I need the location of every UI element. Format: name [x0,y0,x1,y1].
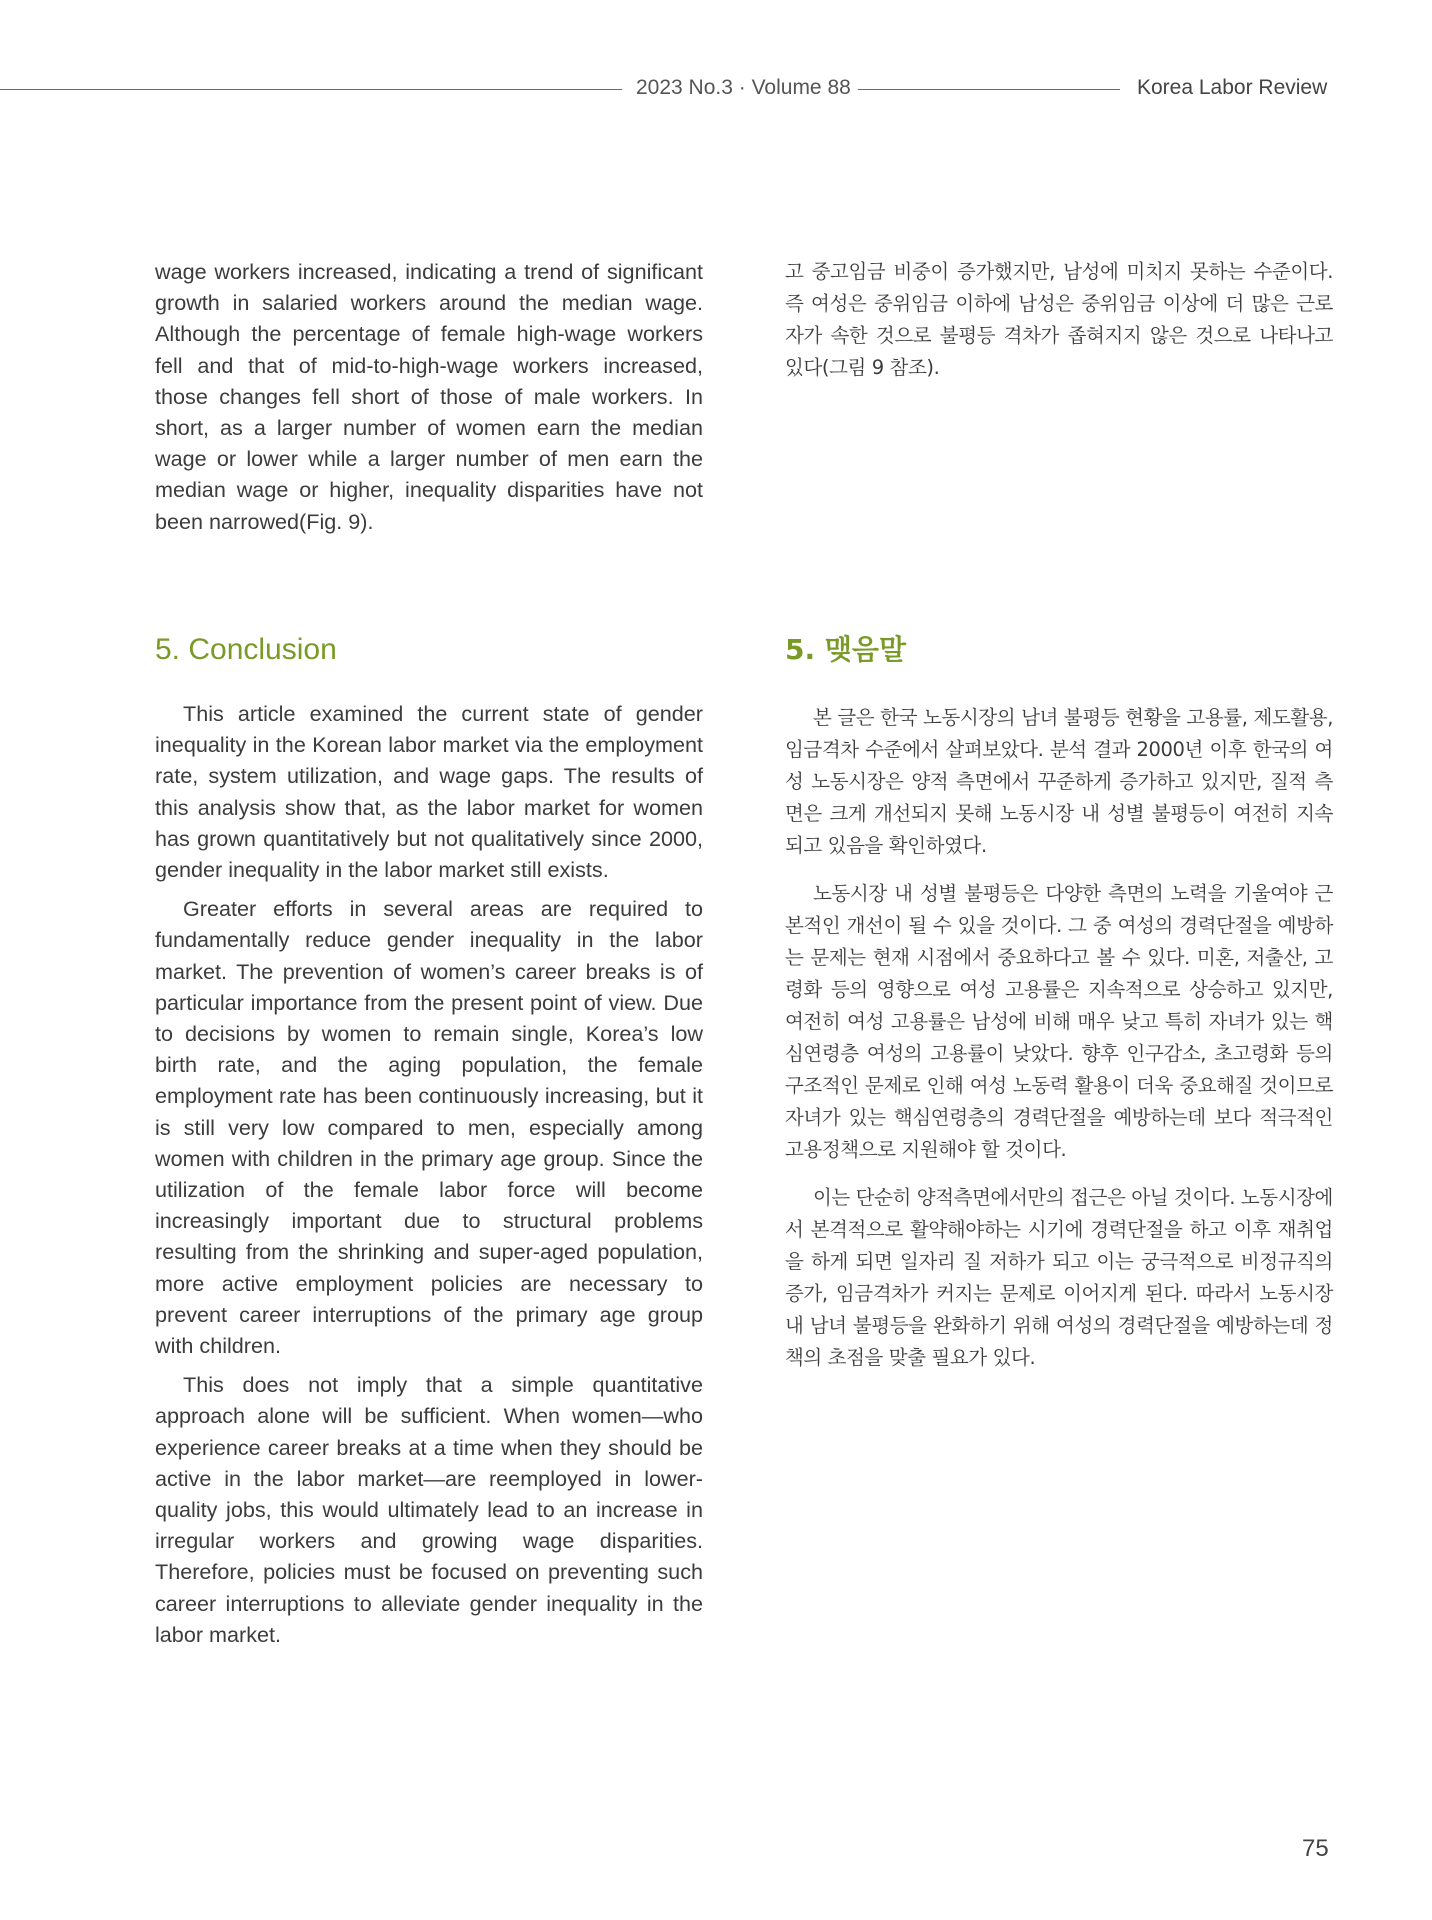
english-intro-paragraph: wage workers increased, indicating a trend of significant growth in salaried workers around the median wage. Although the percentage of female high-wage workers fell and that of mid-to-high-wage workers increased, those changes fell short of those of male workers. In short, as a larger number of women earn the median wage or lower while a larger number of men earn the median wage or higher, inequality disparities have not been narrowed(Fig. 9). [155,259,703,534]
english-paragraph-3: This does not imply that a simple quantitative approach alone will be sufficient. When women—who experience career breaks at a time when they should be active in the labor market—are reemployed in lower-quality jobs, this would ultimately lead to an increase in irregular workers and growing wage disparities. Therefore, policies must be focused on preventing such career interruptions to alleviate gender inequality in the labor market. [155,1372,703,1647]
korean-paragraph-2: 노동시장 내 성별 불평등은 다양한 측면의 노력을 기울여야 근본적인 개선이 될 수 있을 것이다. 그 중 여성의 경력단절을 예방하는 문제는 현재 시점에서 중요하다고 볼 수 있다. 미혼, 저출산, 고령화 등의 영향으로 여성 고용률은 지속적으로 상승하고 있지만, 여전히 여성 고용률은 남성에 비해 매우 낮고 특히 자녀가 있는 핵심연령층 여성의 고용률이 낮았다. 향후 인구감소, 초고령화 등의 구조적인 문제로 인해 여성 노동력 활용이 더욱 중요해질 것이므로 자녀가 있는 핵심연령층의 경력단절을 예방하는데 보다 적극적인 고용정책으로 지원해야 할 것이다. [785,882,1333,1161]
english-intro-block [155,256,703,537]
journal-title: Korea Labor Review [1137,76,1328,99]
korean-intro-paragraph: 고 중고임금 비중이 증가했지만, 남성에 미치지 못하는 수준이다. 즉 여성은 중위임금 이하에 남성은 중위임금 이상에 더 많은 근로자가 속한 것으로 불평등 격차가 좁혀지지 않은 것으로 나타나고 있다(그림 9 참조). [785,260,1333,379]
korean-intro-block [785,256,1333,384]
korean-conclusion-body [785,702,1333,1374]
korean-section-heading: 5. 맺음말 [785,633,907,666]
english-paragraph-2: Greater efforts in several areas are required to fundamentally reduce gender inequality in the labor market. The prevention of women’s career breaks is of particular importance from the present point of view. Due to decisions by women to remain single, Korea’s low birth rate, and the aging population, the female employment rate has been continuously increasing, but it is still very low compared to men, especially among women with children in the primary age group. Since the utilization of the female labor force will become increasingly important due to structural problems resulting from the shrinking and super-aged population, more active employment policies are necessary to prevent career interruptions of the primary age group with children. [155,896,703,1359]
korean-paragraph-3: 이는 단순히 양적측면에서만의 접근은 아닐 것이다. 노동시장에서 본격적으로 활약해야하는 시기에 경력단절을 하고 이후 재취업을 하게 되면 일자리 질 저하가 되고 이는 궁극적으로 비정규직의 증가, 임금격차가 커지는 문제로 이어지게 된다. 따라서 노동시장 내 남녀 불평등을 완화하기 위해 여성의 경력단절을 예방하는데 정책의 초점을 맞출 필요가 있다. [785,1186,1333,1369]
header-rule-middle [858,89,1120,90]
page-number: 75 [1302,1835,1329,1862]
english-conclusion-body [155,698,703,1650]
english-paragraph-1: This article examined the current state of gender inequality in the Korean labor market via the employment rate, system utilization, and wage gaps. The results of this analysis show that, as the labor market for women has grown quantitatively but not qualitatively since 2000, gender inequality in the labor market still exists. [155,701,703,883]
running-header [0,74,1432,104]
issue-info: 2023 No.3 · Volume 88 [636,76,851,99]
english-section-heading: 5. Conclusion [155,633,337,666]
header-rule-left [0,89,622,90]
korean-paragraph-1: 본 글은 한국 노동시장의 남녀 불평등 현황을 고용률, 제도활용, 임금격차 수준에서 살펴보았다. 분석 결과 2000년 이후 한국의 여성 노동시장은 양적 측면에서 꾸준하게 증가하고 있지만, 질적 측면은 크게 개선되지 못해 노동시장 내 성별 불평등이 여전히 지속되고 있음을 확인하였다. [785,706,1333,857]
